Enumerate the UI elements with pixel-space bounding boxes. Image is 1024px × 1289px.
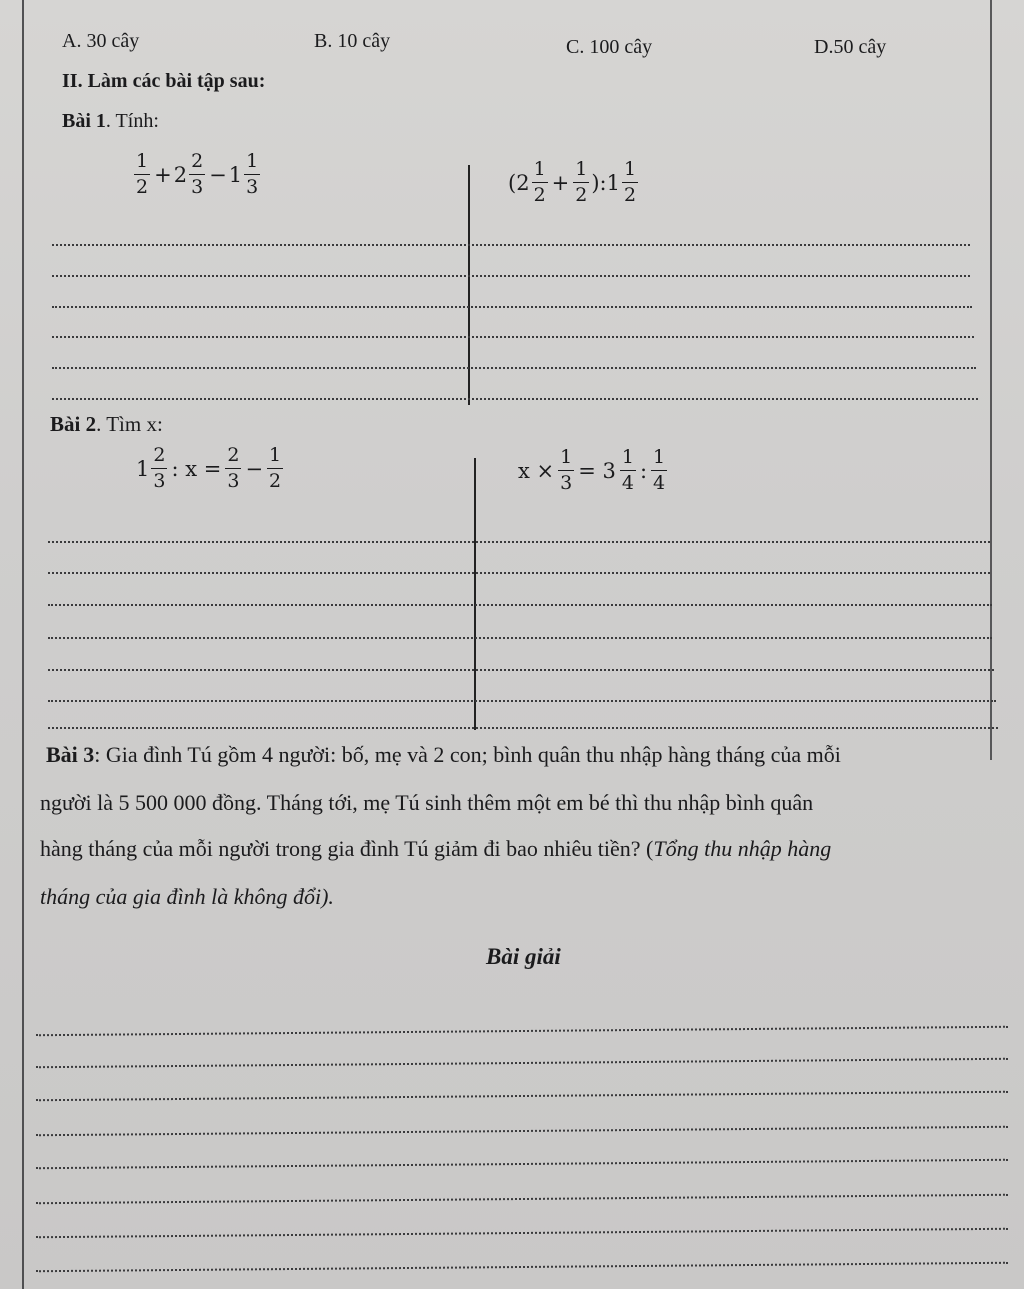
bai1-title-rest: . Tính: (105, 110, 159, 132)
fraction: $\frac{1}{3}$ (560, 446, 573, 494)
bai-giai-heading: Bài giải (486, 944, 561, 969)
fraction: $\frac{1}{2}$ (136, 150, 149, 198)
fraction: $\frac{1}{4}$ (653, 446, 666, 494)
option-d: D.50 cây (814, 36, 887, 58)
bai2-title (50, 412, 163, 437)
bai1-label: Bài 1 (62, 110, 106, 132)
answer-line[interactable] (48, 700, 996, 702)
answer-line[interactable] (52, 367, 976, 369)
bai2-expression-left: 1 $\frac{2}{3}$ : x = $\frac{2}{3}$ − $\frac{1}{2}$ (136, 444, 282, 492)
answer-line[interactable] (48, 637, 992, 639)
answer-line[interactable] (52, 336, 974, 338)
fraction: $\frac{2}{3}$ (191, 150, 204, 198)
option-a: A. 30 cây (62, 30, 140, 52)
bai3-line-2: người là 5 500 000 đồng. Tháng tới, mẹ Tú sinh thêm một em bé thì thu nhập bình quân (40, 790, 814, 815)
bai1-title (62, 110, 159, 133)
answer-line[interactable] (52, 398, 978, 400)
answer-line[interactable] (48, 727, 998, 729)
answer-line[interactable] (48, 572, 990, 574)
fraction: $\frac{1}{2}$ (269, 444, 282, 492)
answer-line[interactable] (48, 669, 994, 671)
fraction: $\frac{1}{4}$ (621, 446, 634, 494)
answer-line[interactable] (48, 604, 992, 606)
bai2-divider (474, 458, 476, 730)
bai2-expression-right: x × $\frac{1}{3}$ = 3 $\frac{1}{4}$ : $\frac{1}{4}$ (518, 446, 666, 494)
fraction: $\frac{1}{2}$ (624, 158, 637, 206)
option-c: C. 100 cây (566, 36, 653, 58)
bai3-line-3: hàng tháng của mỗi người trong gia đình Tú giảm đi bao nhiêu tiền? (Tổng thu nhập hàng (40, 836, 832, 861)
fraction: $\frac{1}{3}$ (246, 150, 259, 198)
page-border-left (22, 0, 24, 1289)
section-heading: II. Làm các bài tập sau: (62, 70, 266, 92)
bai2-label: Bài 2 (50, 412, 97, 436)
bai3-line-1: Bài 3: Gia đình Tú gồm 4 người: bố, mẹ và 2 con; bình quân thu nhập hàng tháng của mỗi (46, 742, 841, 767)
fraction: $\frac{1}{2}$ (575, 158, 588, 206)
page-border-right (990, 0, 992, 760)
fraction: $\frac{1}{2}$ (533, 158, 546, 206)
fraction: $\frac{2}{3}$ (153, 444, 166, 492)
bai1-expression-right: (2 $\frac{1}{2}$ + $\frac{1}{2}$ ):1 $\frac{1}{2}$ (508, 158, 637, 206)
fraction: $\frac{2}{3}$ (227, 444, 240, 492)
option-b: B. 10 cây (314, 30, 391, 52)
answer-line[interactable] (52, 275, 970, 277)
bai1-divider (468, 165, 470, 405)
bai3-label: Bài 3 (46, 742, 95, 767)
bai3-line-4: tháng của gia đình là không đổi). (40, 884, 334, 909)
bai1-expression-left: $\frac{1}{2}$ + 2 $\frac{2}{3}$ − 1 $\frac{1}{3}$ (136, 150, 259, 198)
answer-line[interactable] (52, 306, 972, 308)
answer-line[interactable] (48, 541, 990, 543)
answer-line[interactable] (52, 244, 970, 246)
bai2-title-rest: . Tìm x: (96, 412, 163, 436)
